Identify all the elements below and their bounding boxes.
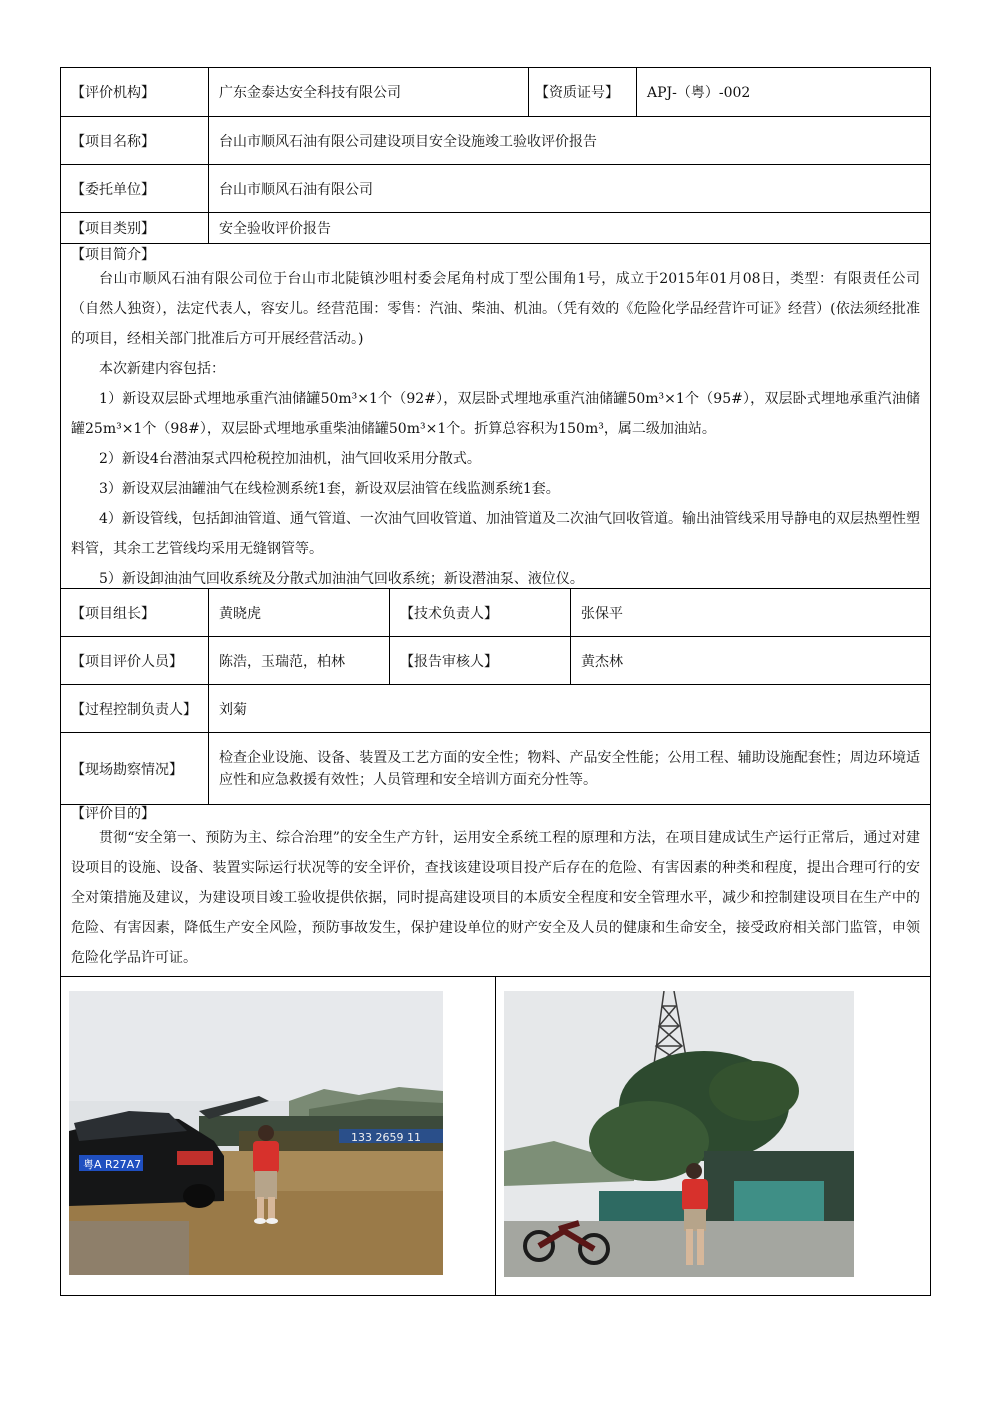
summary-new-heading: 本次新建内容包括： — [99, 361, 225, 377]
license-plate-text: 粤A R27A7 — [83, 1158, 142, 1171]
summary-label: 【项目简介】 — [71, 247, 155, 263]
row-purpose — [60, 804, 931, 976]
client-value: 台山市顺风石油有限公司 — [208, 165, 930, 212]
photo-cell-right — [495, 977, 930, 1295]
evaluators-label: 【项目评价人员】 — [71, 653, 183, 670]
purpose-label: 【评价目的】 — [71, 806, 155, 822]
leader-value: 黄晓虎 — [208, 589, 389, 636]
row-survey — [60, 732, 931, 804]
row-process — [60, 684, 931, 732]
reviewer-value: 黄杰林 — [570, 637, 930, 684]
row-photos — [60, 976, 931, 1296]
report-table — [60, 67, 931, 1296]
row-leader — [60, 588, 931, 636]
purpose-text: 贯彻“安全第一、预防为主、综合治理”的安全生产方针，运用安全系统工程的原理和方法，在项目建成试生产运行正常后，通过对建设项目的设施、设备、装置实际运行状况等的安全评价，查找该建设项目投产后存在的危险、有害因素的种类和程度，提出合理可行的安全对策措施及建议，为建设项目竣工验收提供依据，同时提高建设项目的本质安全程度和安全管理水平，减少和控制建设项目在生产中的危险、有害因素，降低生产安全风险，预防事故发生，保护建设单位的财产安全及人员的健康和生命安全，接受政府相关部门监管，申领危险化学品许可证。 — [71, 830, 920, 966]
banner-text: 133 2659 11 — [351, 1131, 421, 1144]
summary-item: 4）新设管线，包括卸油管道、通气管道、一次油气回收管道、加油管道及二次油气回收管道。输出油管线采用导静电的双层热塑性塑料管，其余工艺管线均采用无缝钢管等。 — [71, 511, 920, 557]
process-label: 【过程控制负责人】 — [71, 701, 197, 718]
summary-item: 3）新设双层油罐油气在线检测系统1套，新设双层油管在线监测系统1套。 — [99, 481, 560, 497]
tech-label: 【技术负责人】 — [389, 589, 570, 636]
row-evaluator — [60, 67, 931, 116]
project-name-value: 台山市顺风石油有限公司建设项目安全设施竣工验收评价报告 — [208, 117, 930, 164]
evaluator-value: 广东金泰达安全科技有限公司 — [208, 68, 528, 116]
row-project-name — [60, 116, 931, 164]
evaluator-label: 【评价机构】 — [71, 85, 155, 101]
survey-value: 检查企业设施、设备、装置及工艺方面的安全性；物料、产品安全性能；公用工程、辅助设施配套性；周边环境适应性和应急救援有效性；人员管理和安全培训方面充分性等。 — [208, 733, 930, 804]
category-value: 安全验收评价报告 — [208, 213, 930, 243]
project-name-label: 【项目名称】 — [71, 133, 155, 150]
summary-item: 5）新设卸油油气回收系统及分散式加油油气回收系统；新设潜油泵、液位仪。 — [99, 571, 584, 587]
process-value: 刘菊 — [208, 685, 930, 732]
purpose-block — [61, 805, 930, 976]
category-label: 【项目类别】 — [71, 221, 155, 237]
summary-block — [61, 244, 930, 588]
tech-value: 张保平 — [570, 589, 930, 636]
summary-item: 1）新设双层卧式埋地承重汽油储罐50m³×1个（92#），双层卧式埋地承重汽油储罐50m³×1个（95#），双层卧式埋地承重汽油储罐25m³×1个（98#），双层卧式埋地承重柴油储罐50m³×1个。折算总容积为150m³，属二级加油站。 — [71, 391, 920, 437]
row-summary — [60, 243, 931, 588]
summary-item: 2）新设4台潜油泵式四枪税控加油机，油气回收采用分散式。 — [99, 451, 481, 467]
photo-cell-left — [61, 977, 495, 1295]
evaluators-value: 陈浩，玉瑞范，柏林 — [208, 637, 389, 684]
client-label: 【委托单位】 — [71, 181, 155, 198]
row-evaluators — [60, 636, 931, 684]
license-label: 【资质证号】 — [528, 68, 636, 116]
leader-label: 【项目组长】 — [71, 605, 155, 622]
license-value: APJ-（粤）-002 — [636, 68, 930, 116]
row-category — [60, 212, 931, 243]
reviewer-label: 【报告审核人】 — [389, 637, 570, 684]
survey-label: 【现场勘察情况】 — [71, 761, 183, 778]
site-photo-tower — [504, 991, 854, 1277]
row-client — [60, 164, 931, 212]
summary-intro: 台山市顺风石油有限公司位于台山市北陡镇沙咀村委会尾角村成丁型公围角1号，成立于2015年01月08日，类型：有限责任公司（自然人独资），法定代表人，容安儿。经营范围：零售：汽油、柴油、机油。（凭有效的《危险化学品经营许可证》经营）(依法须经批准的项目，经相关部门批准后方可开展经营活动。) — [71, 271, 920, 347]
site-photo-car — [69, 991, 443, 1275]
